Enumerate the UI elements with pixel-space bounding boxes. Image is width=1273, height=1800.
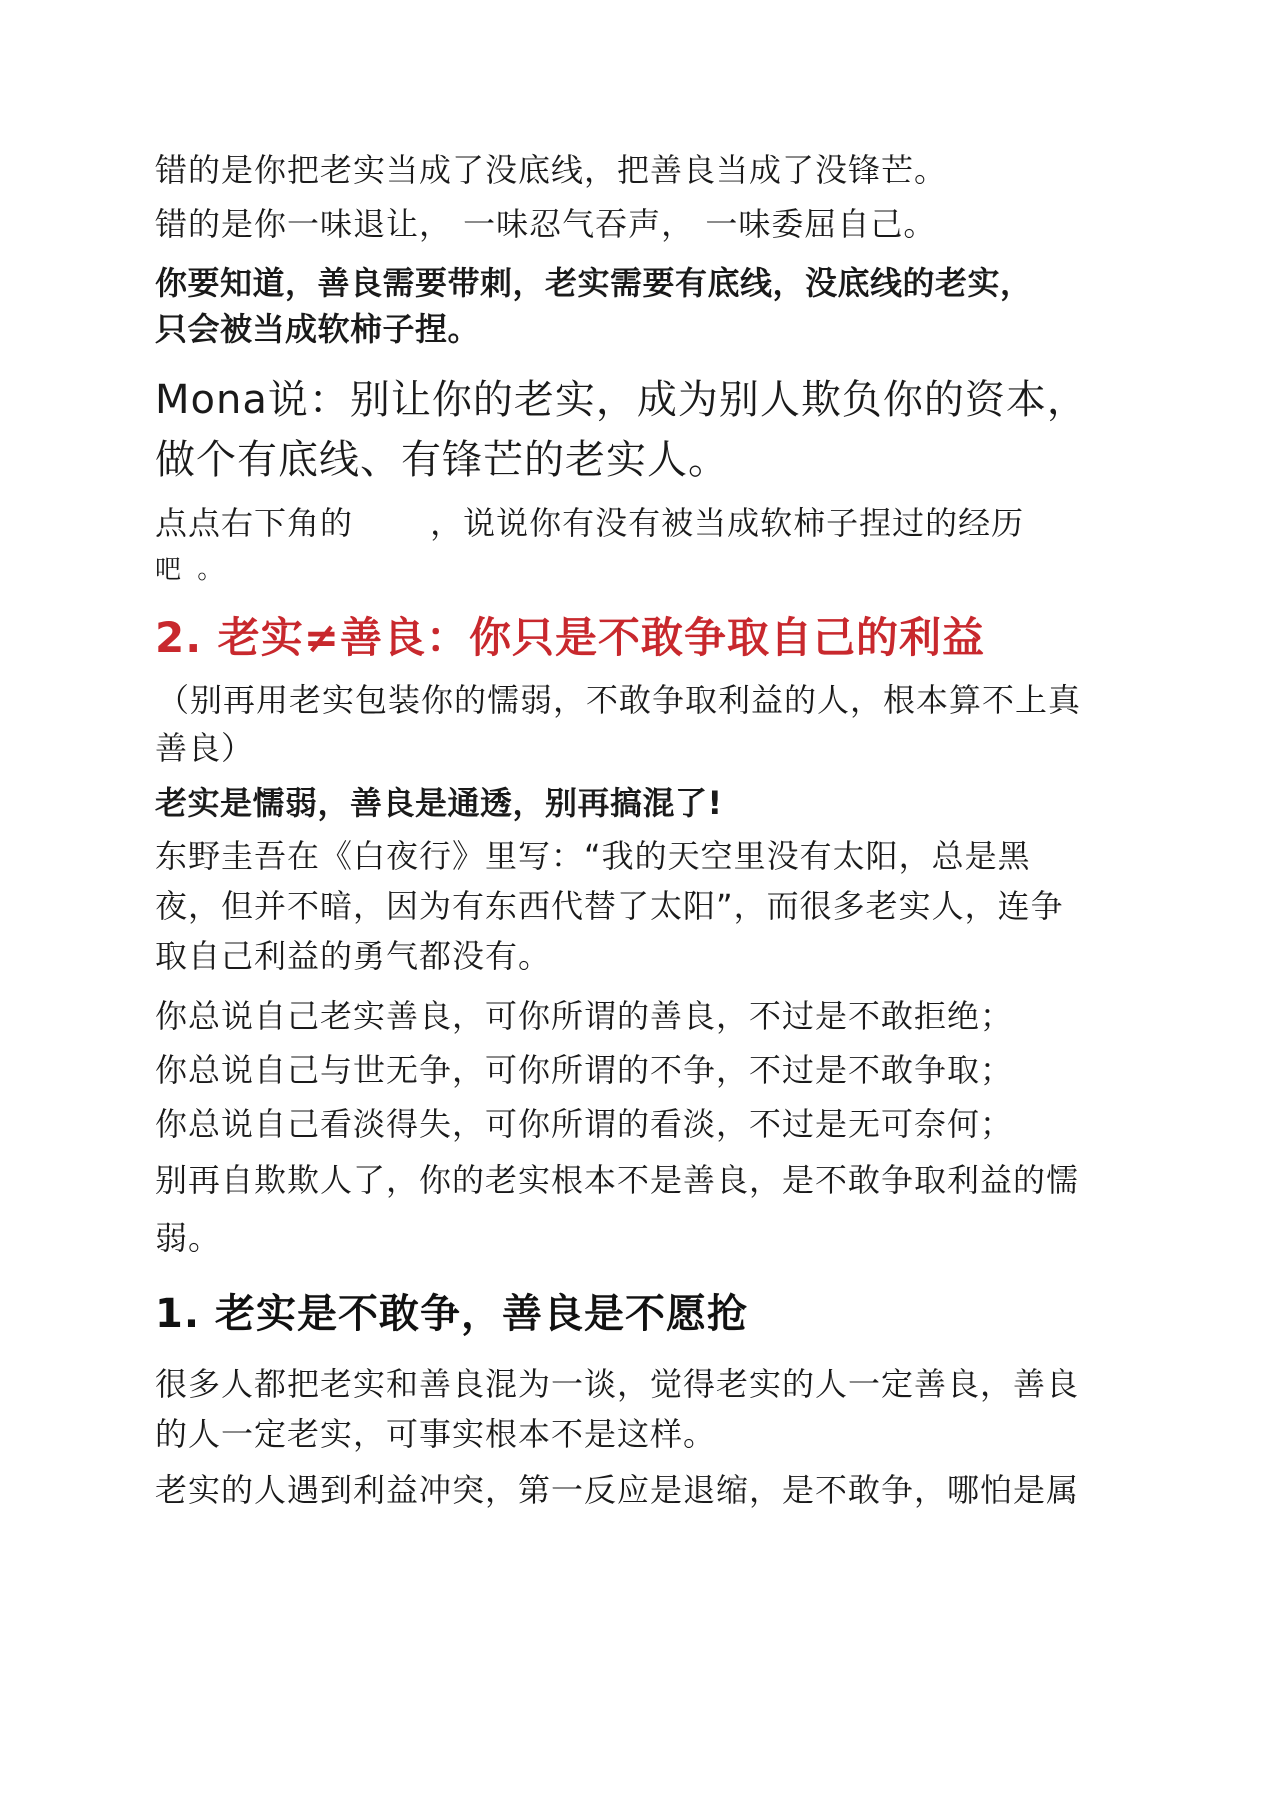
- section-2-list-line-3: 你总说自己看淡得失，可你所谓的看淡，不过是无可奈何；: [155, 1105, 1014, 1143]
- mona-quote-line-2: 做个有底线、有锋芒的老实人。: [155, 437, 729, 483]
- subsection-1-para-2-line-1: 老实的人遇到利益冲突，第一反应是退缩，是不敢争，哪怕是属: [155, 1471, 1080, 1509]
- intro-bold-line-2: 只会被当成软柿子捏。: [155, 310, 481, 348]
- mona-quote-line-1: Mona说：别让你的老实，成为别人欺负你的资本，: [155, 377, 1088, 423]
- section-2-list-line-2: 你总说自己与世无争，可你所谓的不争，不过是不敢争取；: [155, 1051, 1014, 1089]
- subsection-1-para-1-line-2: 的人一定老实，可事实根本不是这样。: [155, 1415, 717, 1453]
- section-2-closing-line-1: 别再自欺欺人了，你的老实根本不是善良，是不敢争取利益的懦: [155, 1161, 1080, 1199]
- section-2-bold-line: 老实是懦弱，善良是通透，别再搞混了!: [155, 784, 723, 822]
- intro-line-2: 错的是你一味退让， 一味忍气吞声， 一味委屈自己。: [155, 205, 937, 243]
- intro-bold-line-1: 你要知道，善良需要带刺，老实需要有底线，没底线的老实，: [155, 264, 1033, 302]
- section-2-heading: 2. 老实≠善良：你只是不敢争取自己的利益: [155, 613, 985, 662]
- section-2-quote-line-3: 取自己利益的勇气都没有。: [155, 937, 552, 975]
- subsection-1-para-1-line-1: 很多人都把老实和善良混为一谈，觉得老实的人一定善良，善良: [155, 1365, 1080, 1403]
- subsection-1-heading: 1. 老实是不敢争，善良是不愿抢: [155, 1291, 748, 1337]
- cta-line-2: 吧 。: [155, 555, 228, 585]
- section-2-subtitle-line-2: 善良）: [155, 729, 255, 767]
- section-2-closing-line-2: 弱。: [155, 1219, 222, 1257]
- cta-line-1: 点点右下角的 ，说说你有没有被当成软柿子捏过的经历: [155, 504, 1025, 542]
- section-2-quote-line-2: 夜，但并不暗，因为有东西代替了太阳”，而很多老实人，连争: [155, 887, 1064, 925]
- intro-line-1: 错的是你把老实当成了没底线，把善良当成了没锋芒。: [155, 151, 948, 189]
- section-2-quote-line-1: 东野圭吾在《白夜行》里写：“我的天空里没有太阳，总是黑: [155, 837, 1031, 875]
- section-2-list-line-1: 你总说自己老实善良，可你所谓的善良，不过是不敢拒绝；: [155, 997, 1014, 1035]
- section-2-subtitle-line-1: （别再用老实包装你的懦弱，不敢争取利益的人，根本算不上真: [157, 681, 1082, 719]
